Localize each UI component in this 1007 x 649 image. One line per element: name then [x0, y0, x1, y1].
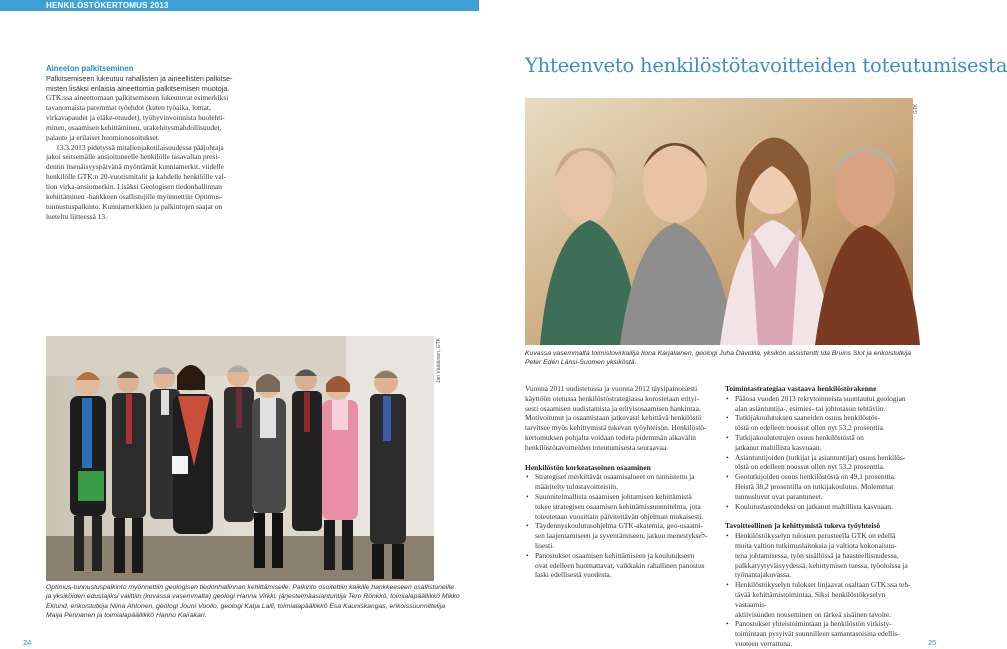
text-line: sesti osaamisen uudistamista ja erityisosaamisen hankintaa. [525, 403, 701, 413]
text-line: Heistä 38,2 prosentilla on tutkijakoulutus. Molemmat [735, 481, 894, 491]
right-column-2 [725, 384, 915, 649]
text-line: Vuonna 2011 uudistetussa ja vuonna 2012 täysipainoisesti [525, 384, 698, 393]
list-item [725, 472, 915, 501]
text-line: lisesti. [535, 540, 555, 550]
left-heading: Aineeton palkitseminen [46, 64, 134, 73]
text-line: työnantajakuvassa. [735, 570, 792, 580]
text-line: Palkitsemiseen lukeutuu rahallisten ja aineellisten palkitse- [46, 73, 233, 83]
text-line: kehittäminen -hankkeen osallistujille myönnettiin Optimus- [46, 191, 223, 201]
text-line: • Asiantuntijoiden (tutkijat ja asiantuntijat) osuus henkilös- [735, 452, 906, 462]
text-line: tukee strategisen osaamisen kehittämissuunnitelma, jota [535, 501, 701, 511]
section-heading: Toimintastrategiaa vastaava henkilöstörakenne [725, 384, 877, 393]
list-item [725, 394, 915, 414]
group-photo-illustration [46, 336, 434, 581]
caption-line: Peter Edén Länsi-Suomen yksiköstä. [525, 359, 637, 367]
text-line: • Tutkijakoulutuksen saaneiden osuus henkilöstös- [735, 413, 880, 423]
text-line: alan asiantuntija-, esimies- tai johtotason tehtäviin. [735, 403, 886, 413]
text-line: • Suunnitelmallista osaamisen johtamisen kehittämistä [535, 491, 692, 501]
text-line: minen, osaamisen kehittäminen, urakehitysmahdollisuudet, [46, 122, 222, 132]
text-line: käyttöön otetussa henkilöstöstrategiassa korostetaan erityi- [525, 393, 700, 403]
text-line: henkilölle GTK:n 20-vuotismitalit ja kahdelle henkilölle val- [46, 172, 227, 182]
text-line: sen laajentamiseen ja syventämiseen, jatkuu menestykseל- [535, 531, 708, 541]
text-line: 13.3.2013 pidetyssä mitalienjakotilaisuudessa pääjohtaja [56, 142, 224, 152]
list-item [525, 472, 715, 492]
text-line: tarvitsee myös kehittymistä tukevan työyhteisön. Henkilöstö- [525, 423, 707, 433]
right-column-1 [525, 384, 715, 580]
text-line: • Panostukset osaamisen kehittämiseen ja koulutukseen [535, 550, 695, 560]
text-line: toimintaan pysyivät suunnilleen samantasoisina edellis- [735, 629, 900, 639]
text-line: GTK:ssa aineettomaan palkitsemiseen lukeutuvat esimerkiksi [46, 93, 229, 103]
text-line: • Pääosa vuoden 2013 rekrytoinneista suuntautui geologian [735, 393, 906, 403]
text-line: tena johtamisessa, työn sisällössä ja haasteellisuudessa, [735, 550, 899, 560]
bullet-list [725, 531, 915, 649]
list-item [725, 580, 915, 619]
text-line: Motivoitunut ja osaamistaan jatkuvasti kehittävä henkilöstö [525, 413, 702, 423]
text-line: • Koulutustasoindeksi on jatkanut maltillista kasvuaan. [735, 501, 893, 511]
text-line: • Henkilöstökyselyn tulokset linjaavat osaltaan GTK:ssa teh- [735, 580, 911, 590]
text-line: tion virka-ansiomerkin. Lisäksi Geologisen tiedonhallinnan [46, 181, 222, 191]
text-line: virkavapaudet ja eläke-etuudet), työhyvinvoinnista huolehti- [46, 113, 225, 123]
portrait-photo-caption [525, 349, 925, 368]
text-line: toteutetaan vuosittain päivitettävän ohjelman mukaisesti. [535, 511, 704, 521]
text-line: • Henkilöstökyselyn tulosten perusteella GTK on edellä [735, 531, 896, 541]
text-line: tunnusluvut ovat parantuneet. [735, 491, 823, 501]
left-intro [46, 74, 236, 94]
photo-credit-right: GTK [913, 103, 919, 114]
list-item [525, 521, 715, 550]
text-line: misten lisäksi erilaisia aineettomia palkitsemisen muotoja. [46, 83, 230, 93]
group-photo-caption [46, 583, 460, 621]
text-line: töstä on edelleen noussut ollen nyt 53,2 prosenttia. [735, 462, 885, 472]
list-item [525, 551, 715, 580]
text-line: henkilöstötavoitteiden toteutumisesta seuraavaa. [525, 442, 669, 452]
list-item [525, 492, 715, 521]
page-number-right: 25 [928, 638, 937, 647]
text-line: tunnustuspalkinto. Kunniamerkkien ja palkintojen saajat on [46, 201, 223, 211]
text-line: palaute ja erilaiset huomionosoitukset. [46, 132, 160, 142]
list-item [725, 453, 915, 473]
section-heading: Tavoitteellinen ja kehittymistä tukeva työyhteisö [725, 521, 881, 531]
caption-line: Kuvassa vasemmalta toimistovirkailija Ilona Karjalainen, geologi Juha Davidila, yksikön assistentti Ida Bruins Slot ja erikoistutkija [525, 350, 912, 357]
section-heading: Henkilöstön korkeatasoinen osaaminen [525, 462, 651, 472]
text-line: jakoi seitsemälle ansioituneelle henkilölle tasavallan presi- [46, 152, 220, 162]
caption-line: Eklund, erikoistutkija Niina Ahtonen, geologi Jouni Vuollo, geologi Katja Lalli, toimialapäällikkö Esa Kauniskangas, erikoissuunnittelija [46, 602, 445, 610]
list-item [725, 619, 915, 648]
text-line: vuoteen verrattuna. [735, 638, 793, 648]
list-item [725, 502, 915, 512]
bullet-list [525, 472, 715, 580]
text-line: ovat edelleen huomattavat, vaikkakin rahallinen panostus [535, 560, 705, 570]
text-line: jatkanut maltillista kasvuaan. [735, 442, 822, 452]
caption-line: Maija Pennanen ja toimialapäällikkö Hannu Kairakari. [46, 612, 207, 620]
text-line: muita valtion tutkimuslaitoksia ja valtiota kokonaisuu- [735, 540, 897, 550]
text-line: töstä on edelleen noussut ollen nyt 53,2 prosenttia. [735, 423, 885, 433]
caption-line: Optimus-tunnustuspalkinto myönnettiin geologisen tiedonhallinnan kehittämiselle. Palkinto osoitettiin kaikille hankkeeseen osallistuneille [46, 584, 455, 591]
left-paragraph-2 [46, 143, 236, 222]
text-line: lueteltu liitteessä 13. [46, 211, 107, 221]
intro-paragraph [525, 384, 715, 453]
text-line: määritelty tulostavoitteisiin. [535, 482, 618, 492]
text-line: laski edellisestä vuodesta. [535, 570, 612, 580]
header-title: HENKILÖSTÖKERTOMUS 2013 [46, 1, 169, 10]
portrait-photo-illustration [525, 98, 913, 345]
text-line: • Geotutkijoiden osuus henkilöstöstä on 49,1 prosenttia. [735, 472, 896, 482]
portrait-photo [525, 98, 913, 345]
photo-credit-left: Jari Väätäinen, GTK [436, 337, 442, 383]
bullet-list [725, 394, 915, 512]
caption-line: ja yksiköiden edustajiksi valittiin (kuvassa vasemmalta) geologi Hanna Virkki, järjestelmäasiantuntija Tero Rönkkö, toimialapäällikkö Mikko [46, 593, 460, 601]
text-line: dentin itsenäisyyspäivänä myöntämät kunniamerkit, viidelle [46, 162, 224, 172]
left-paragraph-1 [46, 93, 236, 142]
text-line: • Panostukset yhteistoimintaan ja henkilöstön virkisty- [735, 619, 892, 629]
header-bar [0, 0, 479, 11]
text-line: • Tutkijakoulutettujen osuus henkilöstöstä on [735, 432, 864, 442]
text-line: • Täydennyskoulutusohjelma GTK-akatemia, geo-osaami- [535, 521, 704, 531]
text-line: kertomuksen pohjalta voidaan todeta pidemmän aikavälin [525, 432, 696, 442]
left-column [46, 64, 236, 221]
list-item [725, 531, 915, 580]
list-item [725, 413, 915, 433]
text-line: tävää kehittämistoimintaa. Siksi henkilöstökyselyn vastaamis- [735, 589, 886, 609]
group-photo [46, 336, 434, 581]
text-line: • Strategiset merkittävät osaamisalueet on tunnistettu ja [535, 472, 695, 482]
text-line: aktiivisuuden nouseminen on tärkeä sisäinen tavoite. [735, 609, 891, 619]
list-item [725, 433, 915, 453]
page-title: Yhteenveto henkilöstötavoitteiden toteutumisesta [525, 54, 1007, 77]
text-line: tavanomaista paremmat työehdot (kuten työaika, lomat, [46, 103, 211, 113]
page-number-left: 24 [23, 638, 32, 647]
text-line: palkkatyytyväisyydessä, kehittymisen tuessa, työoloissa ja [735, 560, 908, 570]
